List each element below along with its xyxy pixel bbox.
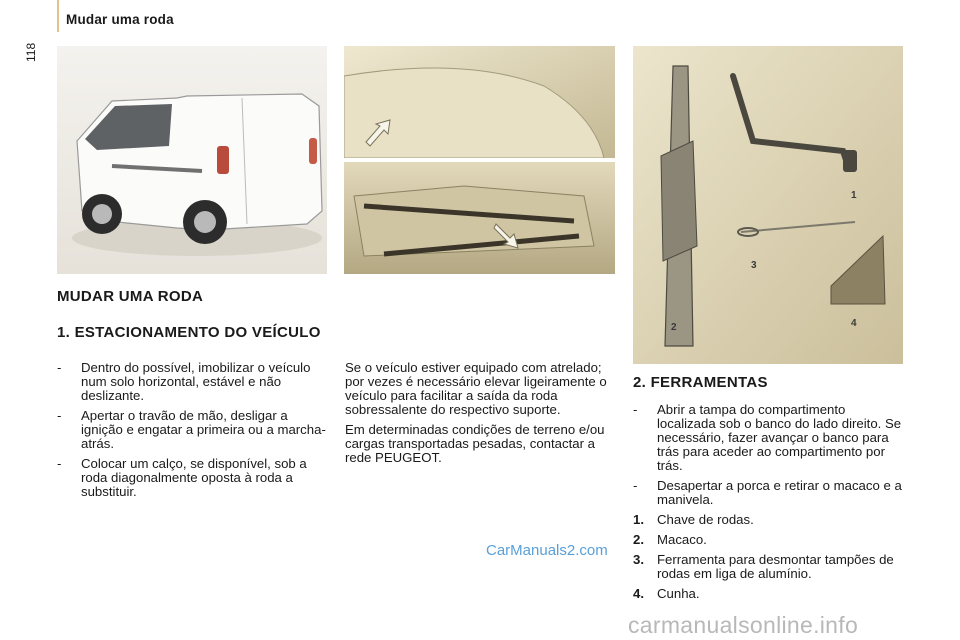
tool-label-3: 3	[751, 260, 757, 271]
tool-item-2: 2. Macaco.	[633, 532, 707, 547]
van-illustration	[57, 46, 327, 274]
page-number: 118	[24, 42, 38, 62]
step1-paragraphs	[345, 361, 617, 471]
tool-label-2: 2	[671, 322, 677, 333]
tool-kit-illustration	[633, 46, 903, 364]
watermark-carmanualsonline[interactable]: carmanualsonline.info	[628, 612, 859, 638]
list-item: - Apertar o travão de mão, desligar a ignição e engatar a primeira ou a marcha-atrás.	[57, 408, 326, 451]
tool-label-4: 4	[851, 318, 857, 329]
main-title: MUDAR UMA RODA	[57, 288, 204, 305]
watermark-carmanuals2[interactable]: CarManuals2.com	[486, 542, 608, 559]
list-item: - Desapertar a porca e retirar o macaco e a manivela.	[633, 478, 902, 507]
bullet-dash: -	[57, 456, 62, 471]
step2-heading: 2. FERRAMENTAS	[633, 374, 768, 391]
step1-bullet-list	[57, 361, 329, 505]
list-item: - Colocar um calço, se disponível, sob a roda diagonalmente oposta à roda a substituir.	[57, 456, 307, 499]
step2-list	[633, 403, 903, 607]
header-accent-rule	[57, 0, 59, 32]
paragraph-terrain: Em determinadas condições de terreno e/ou cargas transportadas pesadas, contactar a rede PEUGEOT.	[345, 422, 605, 465]
seat-compartment-illustration	[344, 46, 615, 274]
step1-heading: 1. ESTACIONAMENTO DO VEÍCULO	[57, 324, 321, 341]
bullet-dash: -	[57, 408, 62, 423]
tool-item-1: 1. Chave de rodas.	[633, 512, 754, 527]
list-item: - Dentro do possível, imobilizar o veículo num solo horizontal, estável e não deslizante.	[57, 360, 311, 403]
tool-label-1: 1	[851, 190, 857, 201]
tool-item-3: 3. Ferramenta para desmontar tampões de rodas em liga de alumínio.	[633, 552, 894, 581]
list-item: - Abrir a tampa do compartimento localizada sob o banco do lado direito. Se necessário, fazer avançar o banco para trás para aceder ao compartimento por trás.	[633, 402, 902, 473]
bullet-dash: -	[633, 478, 638, 493]
tool-item-4: 4. Cunha.	[633, 586, 700, 601]
paragraph-trailer: Se o veículo estiver equipado com atrelado; por vezes é necessário elevar ligeiramente o veículo para facilitar a saída da roda sobressalente do respectivo suporte.	[345, 360, 607, 417]
bullet-dash: -	[633, 402, 638, 417]
bullet-dash: -	[57, 360, 62, 375]
section-title: Mudar uma roda	[66, 12, 174, 27]
